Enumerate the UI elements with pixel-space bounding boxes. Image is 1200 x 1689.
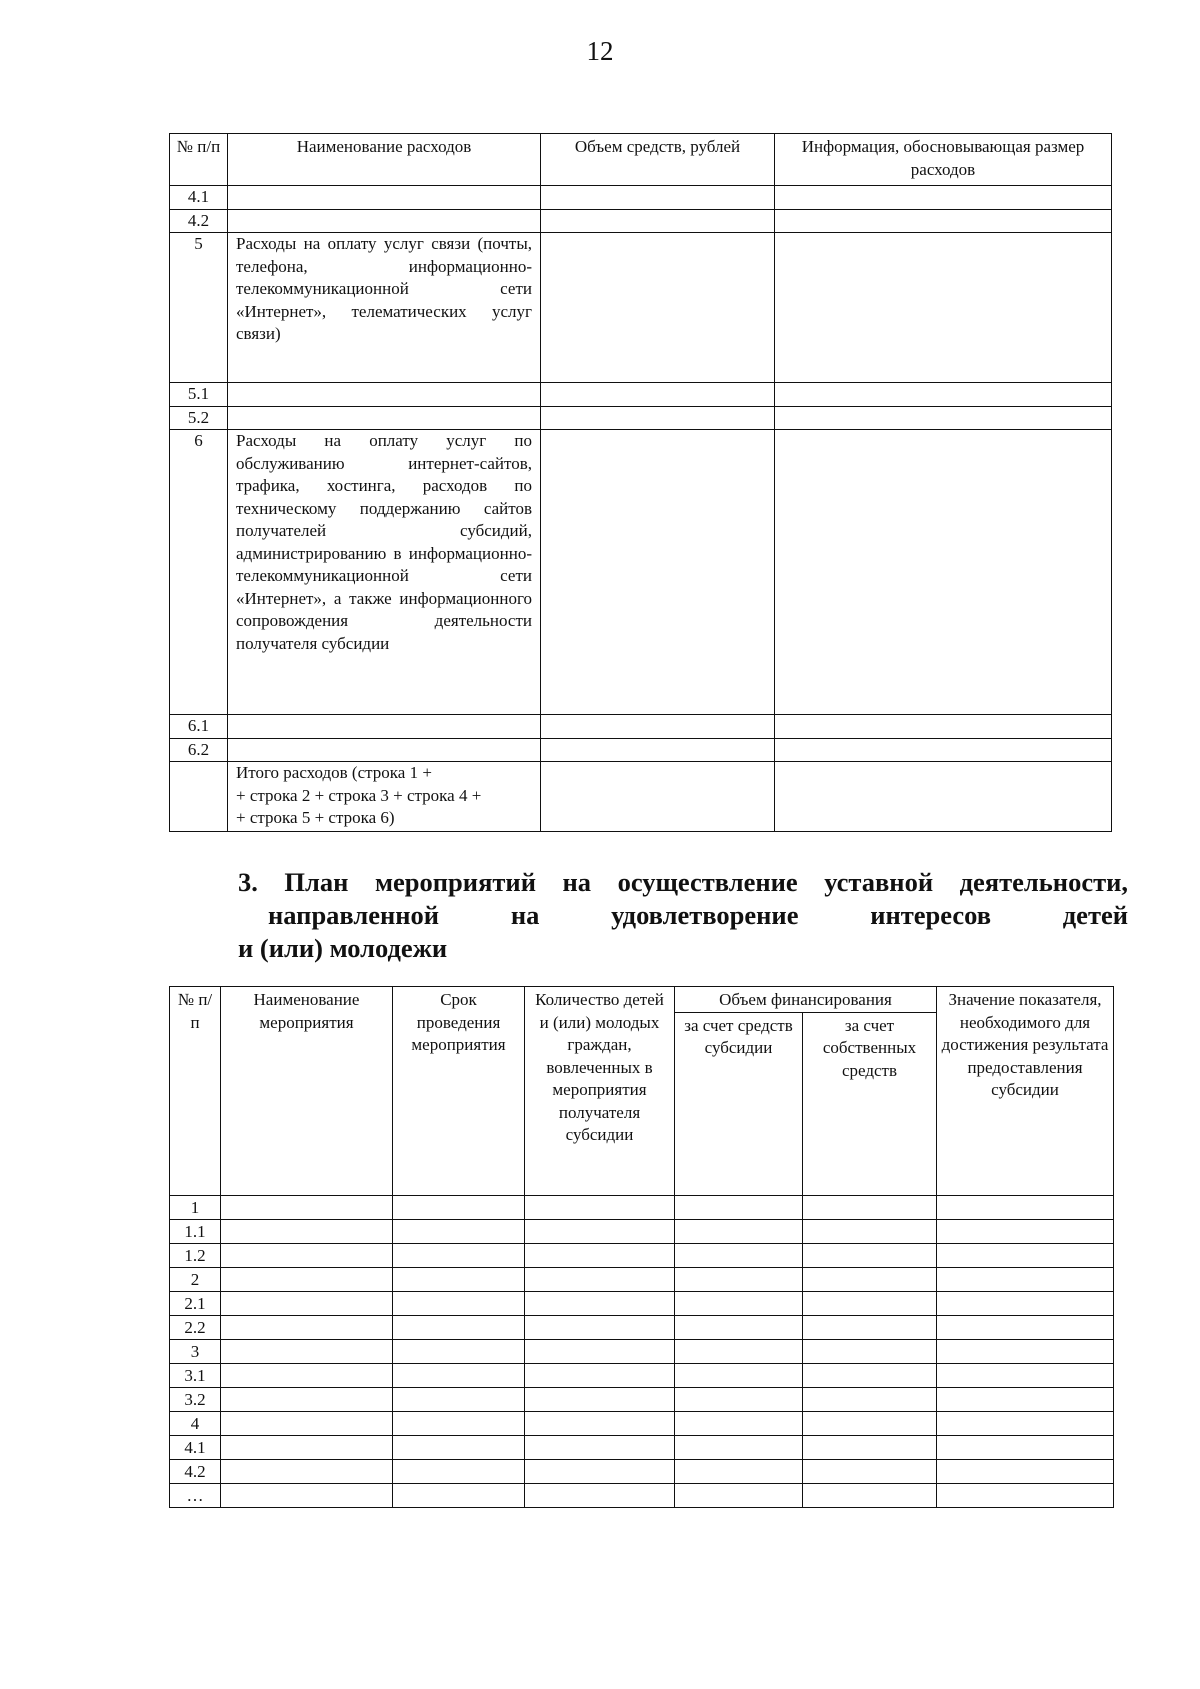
row-number: 1.2 — [170, 1243, 221, 1267]
table-cell — [525, 1339, 675, 1363]
table-cell — [221, 1459, 393, 1483]
table-row — [170, 430, 1112, 715]
row-number: 6.1 — [170, 715, 228, 739]
table-row — [170, 1411, 1114, 1435]
table-cell — [937, 1339, 1114, 1363]
table-cell — [221, 1387, 393, 1411]
table-cell — [675, 1243, 803, 1267]
table-cell — [525, 1195, 675, 1219]
table-cell — [675, 1315, 803, 1339]
row-number: 2.2 — [170, 1315, 221, 1339]
table-cell — [525, 1483, 675, 1507]
table-row — [170, 406, 1112, 430]
table-cell — [675, 1219, 803, 1243]
row-number: 4.1 — [170, 1435, 221, 1459]
header-indicator: Значение показателя, необходимого для достижения результата предоставления субсидии — [937, 987, 1114, 1196]
table-cell — [525, 1411, 675, 1435]
cell-amount — [541, 233, 775, 383]
table-row — [170, 1267, 1114, 1291]
table-cell — [803, 1243, 937, 1267]
table-cell — [221, 1315, 393, 1339]
cell-name — [228, 209, 541, 233]
table-row — [170, 383, 1112, 407]
table-cell — [221, 1243, 393, 1267]
table-cell — [221, 1411, 393, 1435]
row-number: 4.2 — [170, 1459, 221, 1483]
header-subsidy: за счет средств субсидии — [675, 1012, 803, 1195]
header-num: № п/п — [170, 987, 221, 1196]
section-title — [238, 866, 1128, 965]
cell-amount — [541, 209, 775, 233]
table-cell — [937, 1435, 1114, 1459]
table-cell — [221, 1219, 393, 1243]
table-cell — [525, 1459, 675, 1483]
events-table-body — [170, 1195, 1114, 1507]
table-row — [170, 1291, 1114, 1315]
table-cell — [803, 1411, 937, 1435]
row-number — [170, 762, 228, 832]
table-cell — [525, 1435, 675, 1459]
table-cell — [675, 1435, 803, 1459]
cell-info — [775, 186, 1112, 210]
table-cell — [675, 1459, 803, 1483]
row-number: 3.2 — [170, 1387, 221, 1411]
table-cell — [525, 1315, 675, 1339]
cell-name: Расходы на оплату услуг по обслуживанию интернет-сайтов, трафика, хостинга, расходов по техническому поддержанию сайтов получателей субсидий, администрированию в информационно-телекоммуникационной сети «Интернет», а также информационного сопровождения деятельности получателя субсидии — [228, 430, 541, 715]
table-cell — [803, 1339, 937, 1363]
row-number: 2 — [170, 1267, 221, 1291]
table-cell — [393, 1267, 525, 1291]
table-cell — [221, 1267, 393, 1291]
section-title-line: направленной на удовлетворение интересов детей — [268, 900, 1128, 930]
table-cell — [803, 1459, 937, 1483]
row-number: 5 — [170, 233, 228, 383]
table-cell — [221, 1483, 393, 1507]
table-cell — [937, 1219, 1114, 1243]
table-cell — [937, 1483, 1114, 1507]
table-cell — [937, 1459, 1114, 1483]
table-cell — [393, 1459, 525, 1483]
table-cell — [221, 1435, 393, 1459]
table-cell — [393, 1411, 525, 1435]
table-row — [170, 1483, 1114, 1507]
total-line: + строка 2 + строка 3 + строка 4 + — [236, 785, 482, 805]
header-event-name: Наименование мероприятия — [221, 987, 393, 1196]
cell-name — [228, 738, 541, 762]
table-row — [170, 1219, 1114, 1243]
table-cell — [937, 1411, 1114, 1435]
events-table-header — [170, 987, 1114, 1013]
table-cell — [221, 1339, 393, 1363]
table-cell — [675, 1411, 803, 1435]
row-number: 2.1 — [170, 1291, 221, 1315]
events-table — [169, 986, 1114, 1508]
table-cell — [803, 1315, 937, 1339]
table-row — [170, 1435, 1114, 1459]
table-cell — [393, 1195, 525, 1219]
row-number: … — [170, 1483, 221, 1507]
table-cell — [525, 1219, 675, 1243]
table-cell — [525, 1387, 675, 1411]
cell-info — [775, 715, 1112, 739]
table-cell — [803, 1291, 937, 1315]
header-term: Срок проведения мероприятия — [393, 987, 525, 1196]
table-cell — [393, 1243, 525, 1267]
cell-name — [228, 383, 541, 407]
cell-amount — [541, 738, 775, 762]
table-cell — [803, 1363, 937, 1387]
table-row — [170, 1243, 1114, 1267]
table-cell — [675, 1267, 803, 1291]
page-number: 12 — [586, 36, 614, 66]
table-cell — [937, 1267, 1114, 1291]
table-cell — [937, 1291, 1114, 1315]
total-line: + строка 5 + строка 6) — [236, 808, 395, 827]
table-cell — [525, 1267, 675, 1291]
table-row — [170, 1315, 1114, 1339]
table-row — [170, 1459, 1114, 1483]
table-cell — [675, 1363, 803, 1387]
table-cell — [937, 1243, 1114, 1267]
table-cell — [675, 1387, 803, 1411]
table-cell — [393, 1435, 525, 1459]
table-cell — [937, 1315, 1114, 1339]
header-name: Наименование расходов — [228, 134, 541, 186]
header-own-funds: за счет собственных средств — [803, 1012, 937, 1195]
table-row — [170, 738, 1112, 762]
table-cell — [675, 1483, 803, 1507]
cell-info — [775, 209, 1112, 233]
table-cell — [393, 1363, 525, 1387]
cell-info — [775, 430, 1112, 715]
cell-name: Расходы на оплату услуг связи (почты, телефона, информационно-телекоммуникационной сети «Интернет», телематических услуг связи) — [228, 233, 541, 383]
table-cell — [803, 1483, 937, 1507]
cell-amount — [541, 406, 775, 430]
header-num: № п/п — [170, 134, 228, 186]
table-cell — [675, 1339, 803, 1363]
row-number: 4.1 — [170, 186, 228, 210]
table-row — [170, 186, 1112, 210]
table-cell — [937, 1387, 1114, 1411]
table-cell — [221, 1363, 393, 1387]
row-number: 3.1 — [170, 1363, 221, 1387]
table-cell — [803, 1435, 937, 1459]
row-number: 5.2 — [170, 406, 228, 430]
table-cell — [221, 1291, 393, 1315]
cell-amount — [541, 430, 775, 715]
total-label — [228, 762, 541, 832]
table-row — [170, 1195, 1114, 1219]
table-cell — [525, 1363, 675, 1387]
table-cell — [393, 1339, 525, 1363]
table-cell — [803, 1387, 937, 1411]
table-row — [170, 1387, 1114, 1411]
row-number: 5.1 — [170, 383, 228, 407]
table-cell — [393, 1387, 525, 1411]
table-cell — [937, 1195, 1114, 1219]
cell-info — [775, 406, 1112, 430]
table-cell — [803, 1219, 937, 1243]
cell-info — [775, 383, 1112, 407]
row-number: 6.2 — [170, 738, 228, 762]
cell-info — [775, 762, 1112, 832]
row-number: 6 — [170, 430, 228, 715]
total-row — [170, 762, 1112, 832]
table-cell — [675, 1291, 803, 1315]
header-funding: Объем финансирования — [675, 987, 937, 1013]
table-row — [170, 233, 1112, 383]
table-cell — [803, 1195, 937, 1219]
table-row — [170, 715, 1112, 739]
section-title-line: 3. План мероприятий на осуществление уставной деятельности, — [238, 867, 1128, 897]
table-cell — [675, 1195, 803, 1219]
table-row — [170, 209, 1112, 233]
table-row — [170, 1363, 1114, 1387]
row-number: 4 — [170, 1411, 221, 1435]
table-cell — [393, 1483, 525, 1507]
table-cell — [221, 1195, 393, 1219]
header-info: Информация, обосновывающая размер расходов — [775, 134, 1112, 186]
header-participants: Количество детей и (или) молодых граждан, вовлеченных в мероприятия получателя субсидии — [525, 987, 675, 1196]
table-cell — [525, 1291, 675, 1315]
row-number: 3 — [170, 1339, 221, 1363]
table-cell — [393, 1315, 525, 1339]
cell-amount — [541, 762, 775, 832]
expense-table-header — [170, 134, 1112, 186]
table-cell — [525, 1243, 675, 1267]
total-line: Итого расходов (строка 1 + — [236, 763, 432, 782]
row-number: 1 — [170, 1195, 221, 1219]
cell-name — [228, 715, 541, 739]
cell-name — [228, 186, 541, 210]
cell-info — [775, 233, 1112, 383]
cell-amount — [541, 715, 775, 739]
cell-name — [228, 406, 541, 430]
table-cell — [803, 1267, 937, 1291]
row-number: 1.1 — [170, 1219, 221, 1243]
table-cell — [937, 1363, 1114, 1387]
table-row — [170, 1339, 1114, 1363]
cell-amount — [541, 186, 775, 210]
cell-amount — [541, 383, 775, 407]
header-amount: Объем средств, рублей — [541, 134, 775, 186]
table-cell — [393, 1219, 525, 1243]
row-number: 4.2 — [170, 209, 228, 233]
cell-info — [775, 738, 1112, 762]
section-title-line: и (или) молодежи — [238, 933, 448, 963]
table-cell — [393, 1291, 525, 1315]
expense-table — [169, 133, 1112, 832]
